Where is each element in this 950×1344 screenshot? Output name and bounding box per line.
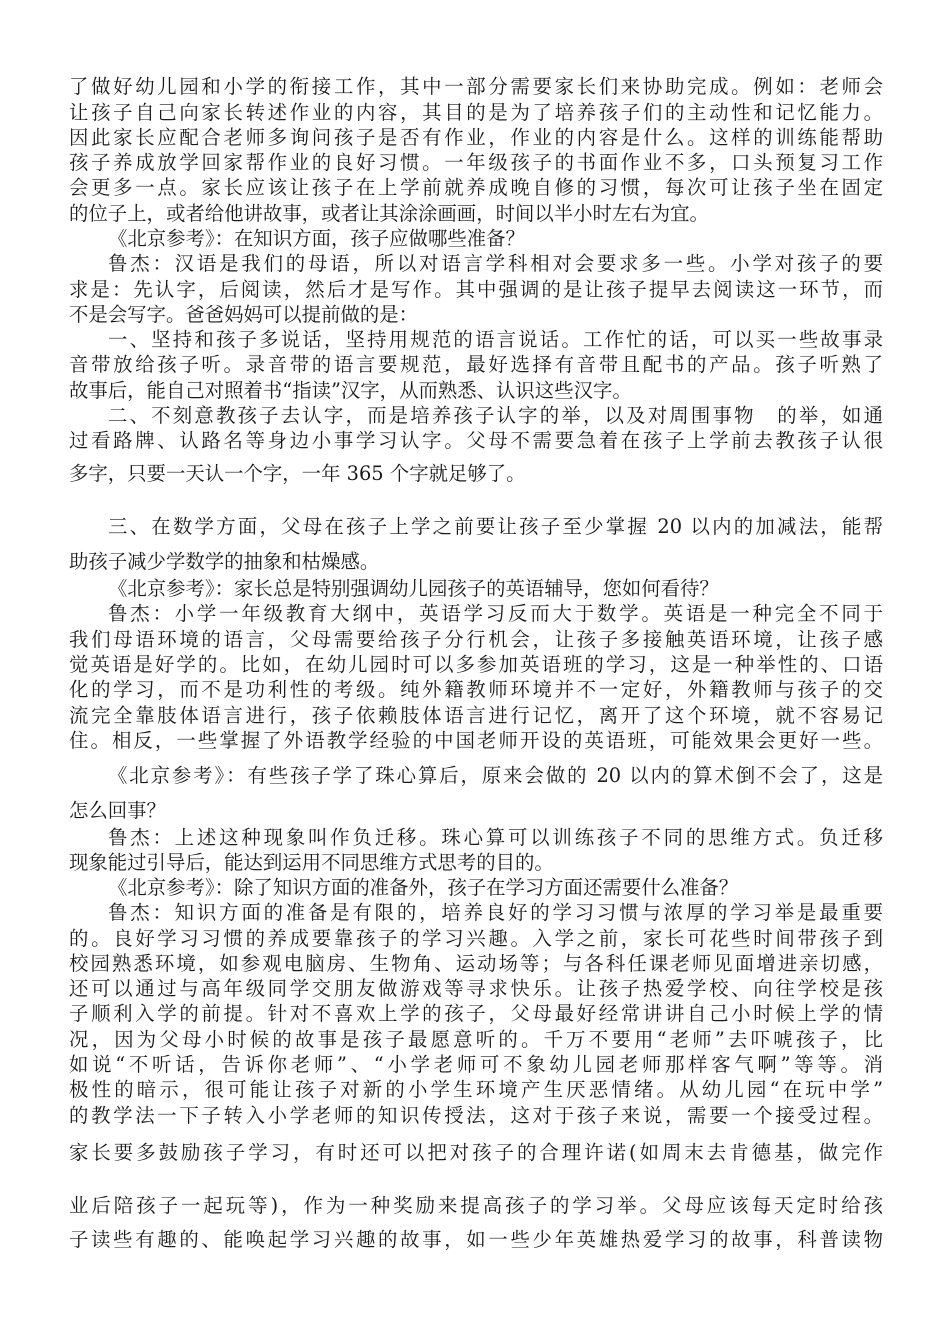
answer-line: 鲁杰：知识方面的准备是有限的，培养良好的学习习惯与浓厚的学习举是最重要 — [108, 901, 883, 924]
text-line: 的。良好学习习惯的养成要靠孩子的学习兴趣。入学之前，家长可花些时间带孩子到 — [69, 927, 883, 950]
list-item-line: 一、坚持和孩子多说话，坚持用规范的语言说话。工作忙的话，可以买一些故事录 — [108, 328, 883, 351]
question-line: 《北京参考》：家长总是特别强调幼儿园孩子的英语辅导，您如何看待？ — [108, 577, 719, 600]
text-line: 的教学法一下子转入小学老师的知识传授法，这对于孩子来说，需要一个接受过程。 — [69, 1104, 883, 1127]
text-line: 求是：先认字，后阅读，然后才是写作。其中强调的是让孩子提早去阅读这一环节，而 — [69, 278, 883, 301]
text-line: 极性的暗示，很可能让孩子对新的小学生环境产生厌恶情绪。从幼儿园“在玩中学” — [69, 1078, 883, 1101]
text-line: 多字，只要一天认一个字，一年 365 个字就足够了。 — [69, 462, 526, 485]
text-line: 过看路牌、认路名等身边小事学习认字。父母不需要急着在孩子上学前去教孩子认很 — [69, 429, 883, 452]
text-line: 音带放给孩子听。录音带的语言要规范，最好选择有音带且配书的产品。孩子听熟了 — [69, 353, 883, 376]
answer-line: 鲁杰：小学一年级教育大纲中，英语学习反而大于数学。英语是一种完全不同于 — [108, 602, 883, 625]
question-line: 《北京参考》：在知识方面，孩子应做哪些准备？ — [108, 227, 525, 250]
answer-line: 鲁杰：汉语是我们的母语，所以对语言学科相对会要求多一些。小学对孩子的要 — [108, 252, 883, 275]
text-line: 现象能过引导后，能达到运用不同思维方式思考的目的。 — [69, 851, 554, 874]
text-line: 怎么回事？ — [69, 799, 166, 822]
text-line: 助孩子减少学数学的抽象和枯燥感。 — [69, 550, 380, 573]
text-line: 家长要多鼓励孩子学习，有时还可以把对孩子的合理许诺(如周末去肯德基，做完作 — [69, 1141, 883, 1164]
text-line: 故事后，能自己对照着书“指读”汉字，从而熟悉、认识这些汉字。 — [69, 379, 632, 402]
list-item-line: 三、在数学方面，父母在孩子上学之前要让孩子至少掌握 20 以内的加减法，能帮 — [108, 515, 883, 538]
text-line: 的位子上，或者给他讲故事，或者让其涂涂画画，时间以半小时左右为宜。 — [69, 202, 709, 225]
answer-line: 鲁杰：上述这种现象叫作负迁移。珠心算可以训练孩子不同的思维方式。负迁移 — [108, 826, 883, 849]
text-line: 因此家长应配合老师多询问孩子是否有作业，作业的内容是什么。这样的训练能帮助 — [69, 126, 883, 149]
text-line: 觉英语是好学的。比如，在幼儿园时可以多参加英语班的学习，这是一种举性的、口语 — [69, 653, 883, 676]
text-line: 况，因为父母小时候的故事是孩子最愿意听的。千万不要用“老师”去吓唬孩子，比 — [69, 1028, 883, 1051]
text-line: 如说“不听话，告诉你老师”、“小学老师可不象幼儿园老师那样客气啊”等等。消 — [69, 1053, 883, 1076]
text-line: 孩子养成放学回家帮作业的良好习惯。一年级孩子的书面作业不多，口头预复习工作 — [69, 151, 883, 174]
text-line: 会更多一点。家长应该让孩子在上学前就养成晚自修的习惯，每次可让孩子坐在固定 — [69, 176, 883, 199]
text-line: 流完全靠肢体语言进行，孩子依赖肢体语言进行记忆，离开了这个环境，就不容易记 — [69, 704, 883, 727]
text-line: 让孩子自己向家长转述作业的内容，其目的是为了培养孩子们的主动性和记忆能力。 — [69, 101, 883, 124]
text-line: 不是会写字。爸爸妈妈可以提前做的是： — [69, 303, 419, 326]
text-line: 我们母语环境的语言，父母需要给孩子分行机会，让孩子多接触英语环境，让孩子感 — [69, 628, 883, 651]
text-line: 校园熟悉环境，如参观电脑房、生物角、运动场等；与各科任课老师见面增进亲切感， — [69, 952, 883, 975]
text-line: 子顺利入学的前提。针对不喜欢上学的孩子，父母最好经常讲讲自己小时候上学的情 — [69, 1002, 883, 1025]
list-item-line: 二、不刻意教孩子去认字，而是培养孩子认字的举，以及对周围事物 的举，如通 — [108, 404, 883, 427]
text-line: 业后陪孩子一起玩等)，作为一种奖励来提高孩子的学习举。父母应该每天定时给孩 — [69, 1194, 883, 1217]
text-line: 化的学习，而不是功利性的考级。纯外籍教师环境并不一定好，外籍教师与孩子的交 — [69, 678, 883, 701]
text-line: 了做好幼儿园和小学的衔接工作，其中一部分需要家长们来协助完成。例如：老师会 — [69, 75, 883, 98]
text-line: 子读些有趣的、能唤起学习兴趣的故事，如一些少年英雄热爱学习的故事，科普读物 — [69, 1228, 883, 1251]
question-line: 《北京参考》：除了知识方面的准备外，孩子在学习方面还需要什么准备？ — [108, 876, 739, 899]
text-line: 住。相反，一些掌握了外语教学经验的中国老师开设的英语班，可能效果会更好一些。 — [69, 729, 883, 752]
text-line: 还可以通过与高年级同学交朋友做游戏等寻求快乐。让孩子热爱学校、向往学校是孩 — [69, 977, 883, 1000]
question-line: 《北京参考》：有些孩子学了珠心算后，原来会做的 20 以内的算术倒不会了，这是 — [108, 764, 883, 787]
